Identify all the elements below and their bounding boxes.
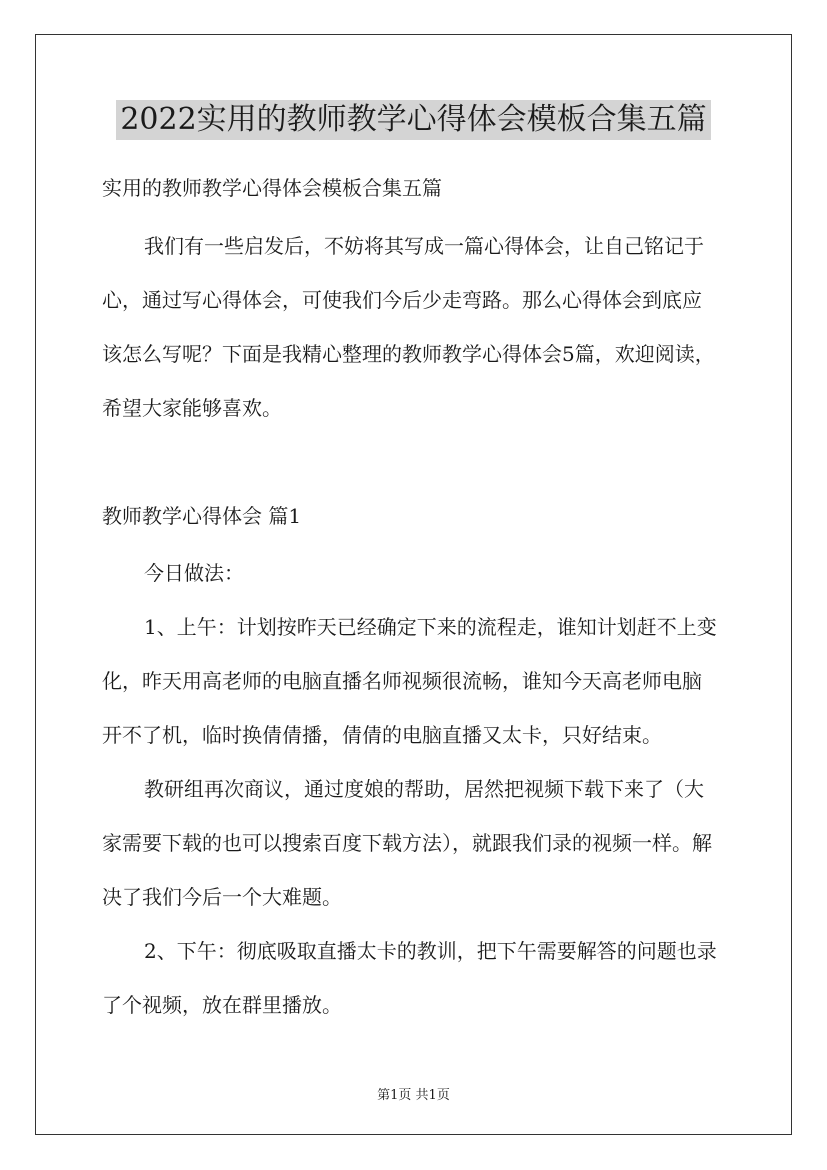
paragraph-line: 开不了机，临时换倩倩播，倩倩的电脑直播又太卡，只好结束。 <box>102 723 662 747</box>
paragraph-line: 1、上午：计划按昨天已经确定下来的流程走，谁知计划赶不上变 <box>144 615 717 639</box>
paragraph-line: 我们有一些启发后，不妨将其写成一篇心得体会，让自己铭记于 <box>144 234 704 258</box>
paragraph-line: 希望大家能够喜欢。 <box>102 396 282 420</box>
paragraph-line: 决了我们今后一个大难题。 <box>102 885 342 909</box>
document-subtitle: 实用的教师教学心得体会模板合集五篇 <box>102 176 442 200</box>
paragraph-line: 教研组再次商议，通过度娘的帮助，居然把视频下载下来了（大 <box>144 777 704 801</box>
paragraph-line: 了个视频，放在群里播放。 <box>102 993 342 1017</box>
paragraph-line: 心，通过写心得体会，可使我们今后少走弯路。那么心得体会到底应 <box>102 288 702 312</box>
document-title: 2022实用的教师教学心得体会模板合集五篇 <box>116 100 710 140</box>
paragraph-line: 今日做法： <box>144 561 244 585</box>
paragraph-line: 化，昨天用高老师的电脑直播名师视频很流畅，谁知今天高老师电脑 <box>102 669 702 693</box>
paragraph-line: 家需要下载的也可以搜索百度下载方法），就跟我们录的视频一样。解 <box>102 831 712 855</box>
page-footer: 第1页 共1页 <box>377 1088 450 1103</box>
title-container <box>0 100 827 140</box>
paragraph-line: 2、下午：彻底吸取直播太卡的教训，把下午需要解答的问题也录 <box>144 939 717 963</box>
section-heading: 教师教学心得体会 篇1 <box>102 504 302 528</box>
paragraph-line: 该怎么写呢？下面是我精心整理的教师教学心得体会5篇，欢迎阅读， <box>102 342 715 366</box>
